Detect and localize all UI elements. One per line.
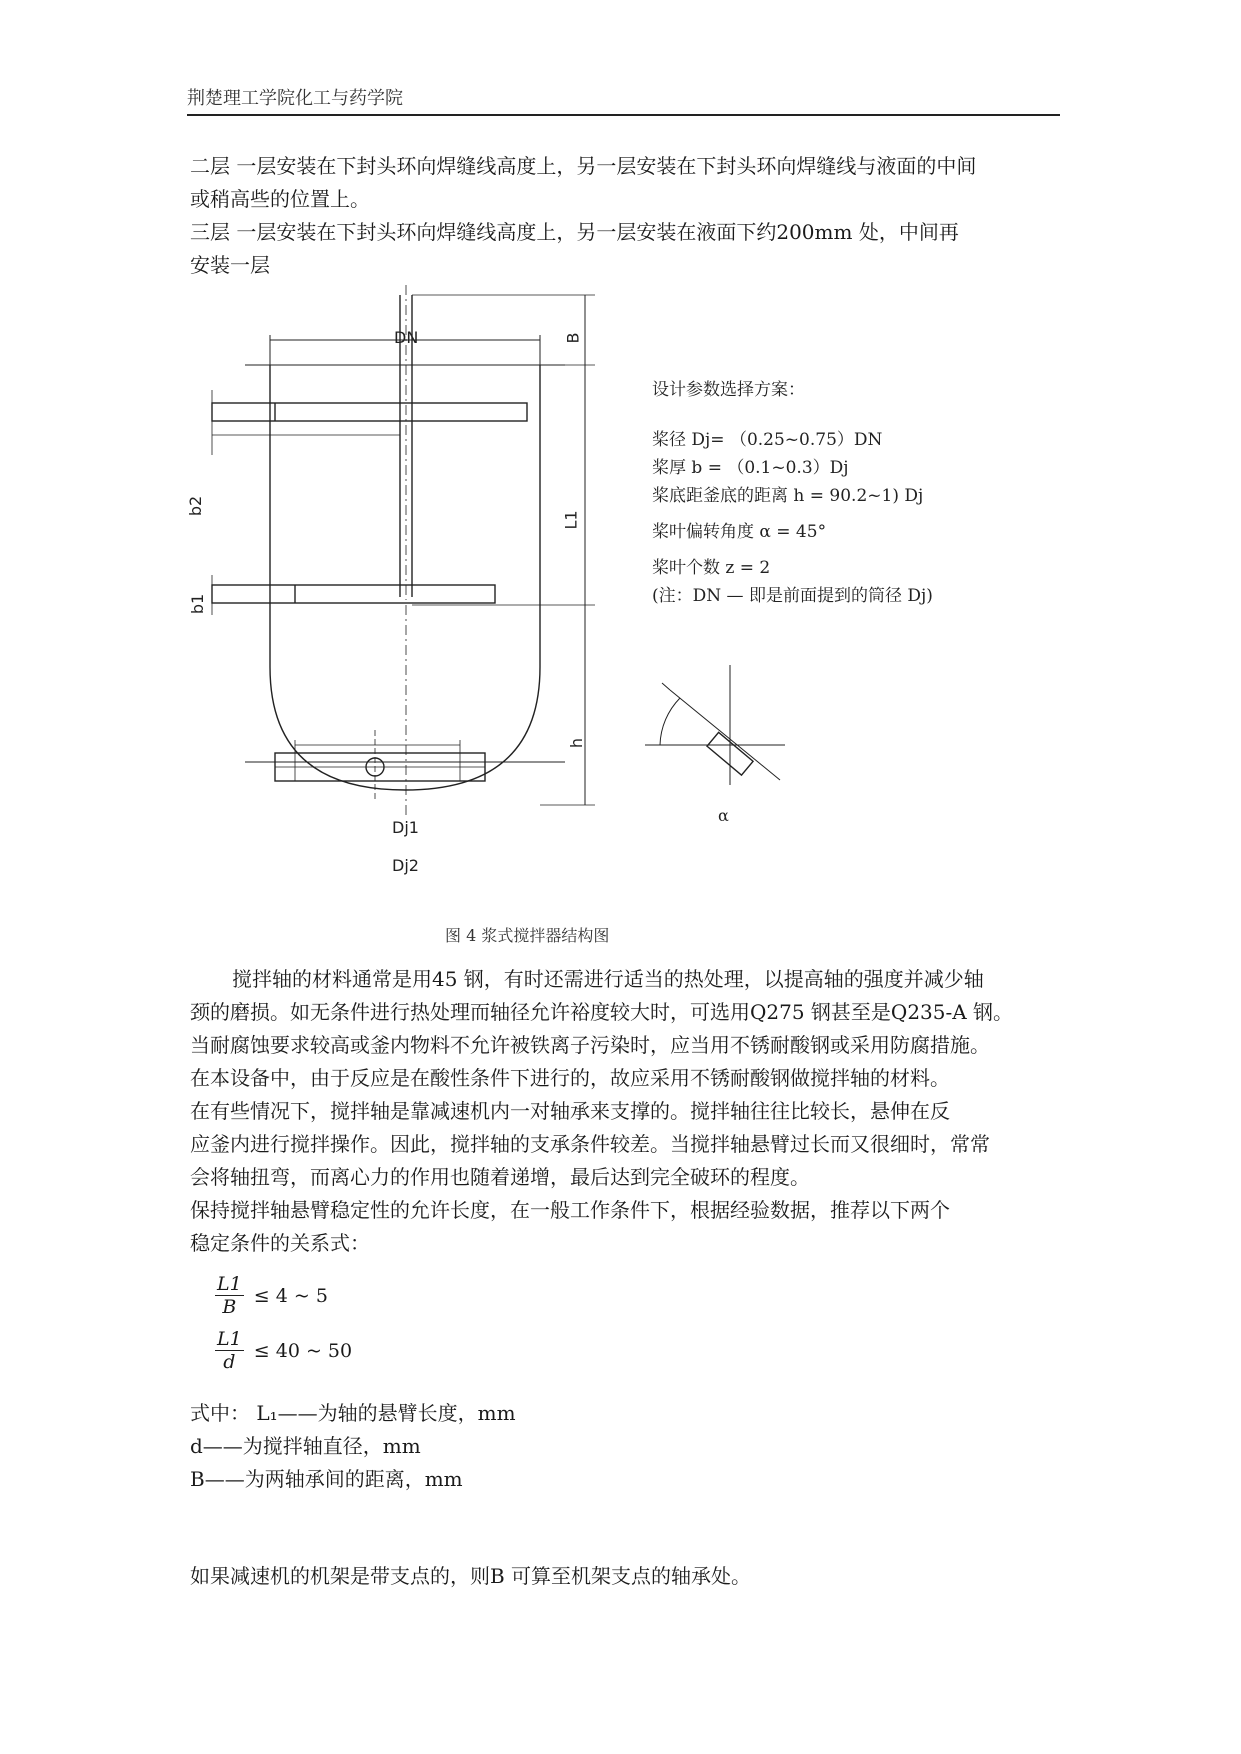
intro-line: 二层 一层安装在下封头环向焊缝线高度上，另一层安装在下封头环向焊缝线与液面的中间: [190, 154, 977, 178]
definitions: [190, 1397, 1070, 1496]
param-item: 桨径 Dj= （0.25~0.75）DN: [652, 430, 883, 450]
formula-numerator: L1: [217, 1273, 242, 1295]
agitator-figure: [186, 285, 1070, 950]
body-paragraph: [190, 963, 1070, 1260]
body-line: 颈的磨损。如无条件进行热处理而轴径允许裕度较大时，可选用Q275 钢甚至是Q235-A 钢。: [190, 1000, 1014, 1024]
formula-relation: ≤ 40 ~ 50: [253, 1339, 353, 1362]
body-line: 应釜内进行搅拌操作。因此，搅拌轴的支承条件较差。当搅拌轴悬臂过长而又很细时，常常: [190, 1132, 990, 1156]
label-dj1: Dj1: [392, 818, 419, 837]
label-h: h: [567, 737, 587, 749]
body-line: 在本设备中，由于反应是在酸性条件下进行的，故应采用不锈耐酸钢做搅拌轴的材料。: [190, 1066, 950, 1090]
formula-denominator: B: [222, 1296, 237, 1318]
label-l1: L1: [561, 510, 581, 530]
param-item: 桨厚 b = （0.1~0.3）Dj: [652, 458, 849, 478]
params-title: 设计参数选择方案：: [652, 380, 805, 400]
header-title: 荆楚理工学院化工与药学院: [187, 88, 403, 109]
label-dj2: Dj2: [392, 856, 419, 875]
definition-line: 式中： L₁——为轴的悬臂长度，mm: [190, 1401, 516, 1425]
body-line: 会将轴扭弯，而离心力的作用也随着递增，最后达到完全破环的程度。: [190, 1165, 810, 1189]
label-b: B: [563, 332, 583, 344]
formula-relation: ≤ 4 ~ 5: [253, 1284, 328, 1307]
label-b1: b1: [188, 593, 208, 615]
body-line: 稳定条件的关系式：: [190, 1231, 370, 1255]
param-item: (注：DN — 即是前面提到的筒径 Dj): [652, 586, 933, 606]
figure-caption: 图 4 浆式搅拌器结构图: [445, 926, 610, 945]
param-item: 桨叶个数 z = 2: [652, 558, 771, 578]
formula-numerator: L1: [217, 1328, 242, 1350]
intro-line: 安装一层: [190, 253, 270, 277]
intro-line: 或稍高些的位置上。: [190, 187, 370, 211]
param-item: 桨叶偏转角度 α = 45°: [652, 522, 827, 542]
definition-line: d——为搅拌轴直径，mm: [190, 1434, 421, 1458]
body-line: 在有些情况下，搅拌轴是靠减速机内一对轴承来支撑的。搅拌轴往往比较长，悬伸在反: [190, 1099, 950, 1123]
body-line: 搅拌轴的材料通常是用45 钢，有时还需进行适当的热处理，以提高轴的强度并减少轴: [232, 967, 984, 991]
agitator-structure-diagram: [190, 285, 1070, 950]
label-dn: DN: [394, 328, 419, 347]
label-b2: b2: [186, 495, 206, 517]
definition-line: B——为两轴承间的距离，mm: [190, 1467, 463, 1491]
formula-l1-over-b: [215, 1273, 328, 1318]
page-header: [187, 84, 1060, 116]
intro-paragraph: [190, 150, 1070, 282]
param-item: 桨底距釜底的距离 h = 90.2~1) Dj: [652, 486, 924, 506]
formula-l1-over-d: [215, 1328, 352, 1373]
body-line: 当耐腐蚀要求较高或釜内物料不允许被铁离子污染时，应当用不锈耐酸钢或采用防腐措施。: [190, 1033, 990, 1057]
label-alpha: α: [718, 806, 729, 825]
body-line: 保持搅拌轴悬臂稳定性的允许长度，在一般工作条件下，根据经验数据，推荐以下两个: [190, 1198, 950, 1222]
formula-denominator: d: [223, 1351, 236, 1373]
footer-note: [190, 1560, 1070, 1593]
footer-note-line: 如果减速机的机架是带支点的，则B 可算至机架支点的轴承处。: [190, 1564, 752, 1588]
intro-line: 三层 一层安装在下封头环向焊缝线高度上，另一层安装在液面下约200mm 处，中间再: [190, 220, 959, 244]
